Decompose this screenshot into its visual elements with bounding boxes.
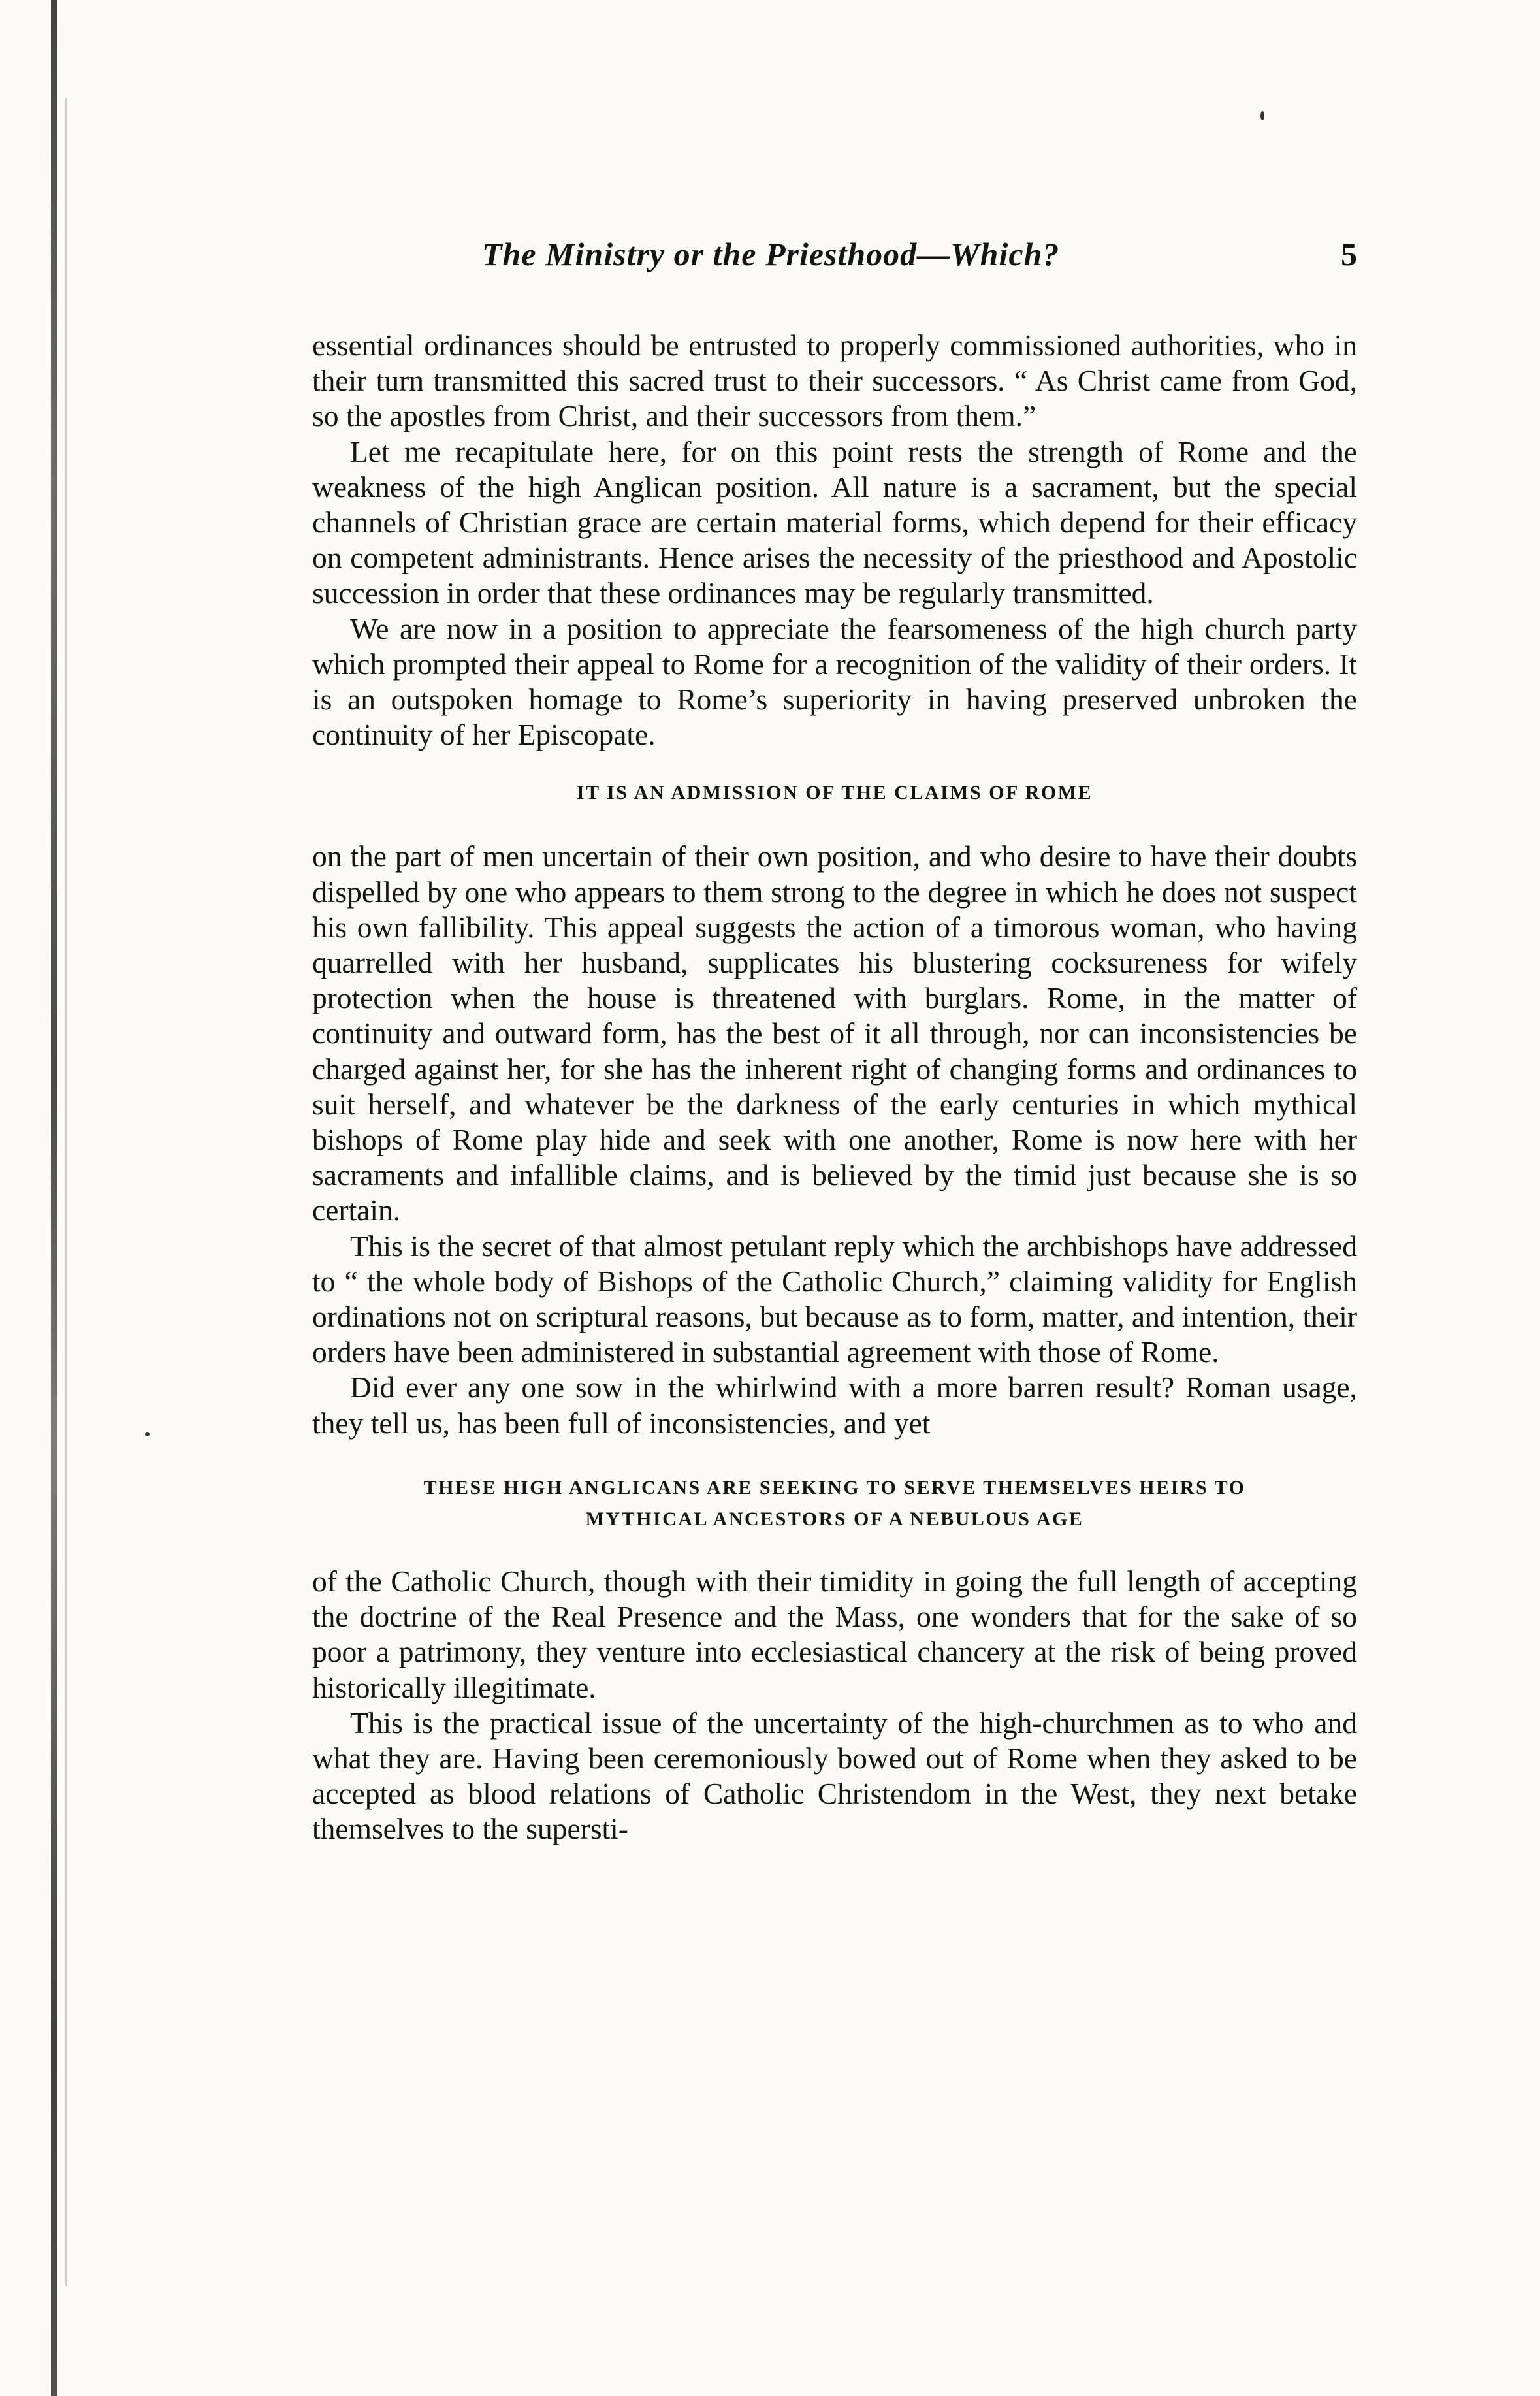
paragraph: of the Catholic Church, though with their timidity in going the full length of accepting the doctrine of the Real Presence and the Mass, one wonders that for the sake of so poor a patrimony, they venture into ecclesiastical chancery at the risk of being proved historically illegitimate.: [312, 1564, 1357, 1704]
paragraph: Did ever any one sow in the whirlwind with a more barren result? Roman usage, they tell us, has been full of inconsistencies, and yet: [312, 1370, 1357, 1440]
paragraph: Let me recapitulate here, for on this point rests the strength of Rome and the weakness of the high Anglican position. All nature is a sacrament, but the special channels of Christian grace are certain material forms, which depend for their efficacy on competent administrants. Hence arises the necessity of the priesthood and Apostolic succession in order that these ordinances may be regularly transmitted.: [312, 434, 1357, 610]
paragraph: essential ordinances should be entrusted to properly commissioned authorities, who in their turn transmitted this sacred trust to their successors. “ As Christ came from God, so the apostles from Christ, and their successors from them.”: [312, 329, 1357, 433]
paragraph: on the part of men uncertain of their own position, and who desire to have their doubts dispelled by one who appears to them strong to the degree in which he does not suspect his own fallibility. This appeal suggests the action of a timorous woman, who having quarrelled with her husband, supplicates his blustering cocksureness for wifely protection when the house is threatened with burglars. Rome, in the matter of continuity and outward form, has the best of it all through, nor can inconsistencies be charged against her, for she has the inherent right of changing forms and ordinances to suit herself, and whatever be the darkness of the early centuries in which mythical bishops of Rome play hide and seek with one another, Rome is now here with her sacraments and infallible claims, and is believed by the timid just because she is so certain.: [312, 839, 1357, 1227]
page-number: 5: [1341, 236, 1357, 272]
section-heading-line: MYTHICAL ANCESTORS OF A NEBULOUS AGE: [585, 1508, 1084, 1530]
section-heading-line: THESE HIGH ANGLICANS ARE SEEKING TO SERVE THEMSELVES HEIRS TO: [423, 1476, 1246, 1498]
scan-edge-shadow: [51, 0, 57, 2396]
running-head: [482, 235, 1357, 294]
scan-edge-line: [65, 98, 67, 2286]
paragraph: This is the practical issue of the uncertainty of the high-churchmen as to who and what they are. Having been ceremoniously bowed out of Rome when they asked to be accepted as blood relations of Catholic Christendom in the West, they next betake themselves to the supersti-: [312, 1706, 1357, 1846]
ink-speck: [1260, 111, 1264, 120]
ink-speck: [145, 1432, 150, 1436]
paragraph: This is the secret of that almost petulant reply which the archbishops have addressed to “ the whole body of Bishops of the Catholic Church,” claiming validity for English ordinations not on scriptural reasons, but because as to form, matter, and intention, their orders have been administered in substantial agreement with those of Rome.: [312, 1229, 1357, 1369]
running-head-title: The Ministry or the Priesthood—Which?: [482, 236, 1060, 272]
book-page: [312, 235, 1357, 1847]
section-heading: IT IS AN ADMISSION OF THE CLAIMS OF ROME: [576, 782, 1093, 804]
paragraph: We are now in a position to appreciate the fearsomeness of the high church party which prompted their appeal to Rome for a recognition of the validity of their orders. It is an outspoken homage to Rome’s superiority in having preserved unbroken the continuity of her Episcopate.: [312, 611, 1357, 752]
section-heading: [312, 1472, 1357, 1535]
